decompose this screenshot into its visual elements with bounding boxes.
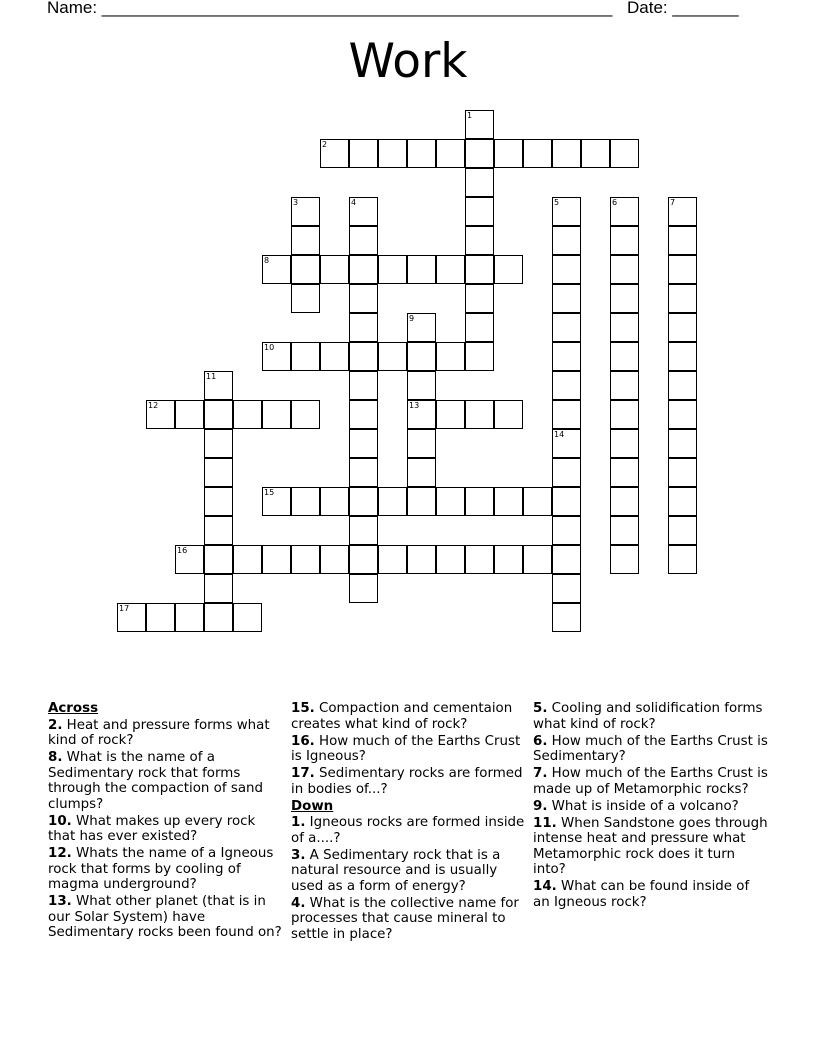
across-heading: Across xyxy=(48,701,99,716)
grid-cell[interactable] xyxy=(668,545,697,574)
clue-number: 7 xyxy=(670,198,676,207)
grid-cell[interactable] xyxy=(610,371,639,400)
grid-cell[interactable] xyxy=(262,400,291,429)
clue xyxy=(533,879,769,910)
grid-cell[interactable] xyxy=(291,226,320,255)
clue-text: What is the name of a Sedimentary rock that forms through the compaction of sand clumps? xyxy=(48,750,264,812)
clue-text: Compaction and cementaion creates what kind of rock? xyxy=(291,701,513,732)
grid-cell[interactable] xyxy=(465,139,494,168)
grid-cell[interactable] xyxy=(668,342,697,371)
clue-number: 12. xyxy=(48,846,72,861)
grid-cell[interactable] xyxy=(378,545,407,574)
grid-cell[interactable] xyxy=(407,545,436,574)
clue xyxy=(533,766,769,797)
grid-cell[interactable] xyxy=(378,255,407,284)
clue-number: 2. xyxy=(48,717,63,733)
clue-number: 10 xyxy=(264,343,275,352)
grid-cell[interactable] xyxy=(668,255,697,284)
grid-cell[interactable] xyxy=(465,284,494,313)
grid-cell[interactable] xyxy=(552,284,581,313)
clue-number: 16 xyxy=(177,546,188,555)
clue xyxy=(48,894,284,941)
clue-text: Igneous rocks are formed inside of a....? xyxy=(291,815,525,846)
grid-cell[interactable] xyxy=(465,226,494,255)
grid-cell[interactable] xyxy=(349,429,378,458)
grid-cell[interactable] xyxy=(349,284,378,313)
clue-number: 8 xyxy=(264,256,270,265)
clue xyxy=(533,799,769,815)
grid-cell[interactable] xyxy=(204,574,233,603)
grid-cell[interactable] xyxy=(291,342,320,371)
clue-number: 15 xyxy=(264,488,275,497)
clue-number: 5. xyxy=(533,701,548,716)
grid-cell[interactable] xyxy=(523,487,552,516)
grid-cell[interactable] xyxy=(581,139,610,168)
grid-cell[interactable] xyxy=(668,400,697,429)
clue-text: Whats the name of a Igneous rock that forms by cooling of magma underground? xyxy=(48,846,274,892)
clue-text: How much of the Earths Crust is made up of Metamorphic rocks? xyxy=(533,766,768,797)
grid-cell[interactable] xyxy=(349,342,378,371)
grid-cell[interactable] xyxy=(523,139,552,168)
clue-number: 17. xyxy=(291,766,315,781)
clue-number: 14 xyxy=(554,430,565,439)
clue-text: How much of the Earths Crust is Sedimentary? xyxy=(533,733,768,764)
grid-cell[interactable] xyxy=(610,313,639,342)
grid-cell[interactable] xyxy=(204,603,233,632)
grid-cell[interactable] xyxy=(349,400,378,429)
clue-text: What is inside of a volcano? xyxy=(551,798,739,814)
grid-cell[interactable] xyxy=(436,255,465,284)
down-heading: Down xyxy=(291,798,334,814)
grid-cell[interactable] xyxy=(204,458,233,487)
grid-cell[interactable] xyxy=(465,487,494,516)
clue-number: 4 xyxy=(351,198,357,207)
grid-cell[interactable] xyxy=(291,284,320,313)
clues-column-3 xyxy=(533,701,769,912)
grid-cell[interactable] xyxy=(523,545,552,574)
clue-text: How much of the Earths Crust is Igneous? xyxy=(291,733,521,764)
grid-cell[interactable] xyxy=(465,342,494,371)
grid-cell[interactable] xyxy=(349,139,378,168)
clue-number: 6 xyxy=(612,198,618,207)
grid-cell[interactable] xyxy=(407,487,436,516)
grid-cell[interactable] xyxy=(407,458,436,487)
grid-cell[interactable] xyxy=(552,226,581,255)
clue-number: 13. xyxy=(48,894,72,909)
clue-text: What other planet (that is in our Solar System) have Sedimentary rocks been found on? xyxy=(48,894,282,940)
grid-cell[interactable] xyxy=(668,313,697,342)
grid-cell[interactable] xyxy=(378,342,407,371)
grid-cell[interactable] xyxy=(552,574,581,603)
grid-cell[interactable] xyxy=(320,487,349,516)
clue-text: What can be found inside of an Igneous rock? xyxy=(533,879,750,910)
grid-cell[interactable] xyxy=(465,168,494,197)
clues-column-1 xyxy=(48,701,284,942)
grid-cell[interactable] xyxy=(349,255,378,284)
clue-text: What makes up every rock that has ever existed? xyxy=(48,813,256,844)
grid-cell[interactable] xyxy=(349,545,378,574)
clues-column-2 xyxy=(291,701,527,944)
clue-text: What is the collective name for processes that cause mineral to settle in place? xyxy=(291,895,519,942)
grid-cell[interactable] xyxy=(204,487,233,516)
grid-cell[interactable] xyxy=(291,255,320,284)
clue-number: 16. xyxy=(291,733,315,749)
grid-cell[interactable] xyxy=(494,400,523,429)
grid-cell[interactable] xyxy=(204,516,233,545)
grid-cell[interactable] xyxy=(436,139,465,168)
grid-cell[interactable] xyxy=(233,603,262,632)
grid-cell[interactable] xyxy=(552,313,581,342)
clue-number: 7. xyxy=(533,766,548,781)
grid-cell[interactable] xyxy=(494,545,523,574)
grid-cell[interactable] xyxy=(668,487,697,516)
clue-number: 12 xyxy=(148,401,159,410)
clue xyxy=(48,814,284,845)
grid-cell[interactable] xyxy=(552,371,581,400)
clue xyxy=(533,701,769,732)
clue xyxy=(48,846,284,893)
grid-cell[interactable] xyxy=(610,458,639,487)
clue xyxy=(533,816,769,878)
grid-cell[interactable] xyxy=(204,400,233,429)
grid-cell[interactable] xyxy=(436,342,465,371)
grid-cell[interactable] xyxy=(465,545,494,574)
grid-cell[interactable] xyxy=(610,400,639,429)
page-title: Work xyxy=(348,34,468,89)
grid-cell[interactable] xyxy=(320,342,349,371)
clue xyxy=(291,734,527,765)
grid-cell[interactable] xyxy=(378,139,407,168)
grid-cell[interactable] xyxy=(552,255,581,284)
clue-number: 3 xyxy=(293,198,299,207)
grid-cell[interactable] xyxy=(204,545,233,574)
grid-cell[interactable] xyxy=(436,487,465,516)
clue xyxy=(291,848,527,895)
grid-cell[interactable] xyxy=(233,400,262,429)
grid-cell[interactable] xyxy=(291,545,320,574)
grid-cell[interactable] xyxy=(465,197,494,226)
clue xyxy=(291,766,527,797)
grid-cell[interactable] xyxy=(668,371,697,400)
clue-number: 13 xyxy=(409,401,420,410)
grid-cell[interactable] xyxy=(349,226,378,255)
grid-cell[interactable] xyxy=(349,371,378,400)
clue-number: 4. xyxy=(291,895,306,911)
grid-cell[interactable] xyxy=(349,313,378,342)
clue-text: A Sedimentary rock that is a natural resource and is usually used as a form of energy? xyxy=(291,847,501,894)
grid-cell[interactable] xyxy=(291,487,320,516)
clue-number: 6. xyxy=(533,733,548,749)
grid-cell[interactable] xyxy=(668,458,697,487)
clue-number: 10. xyxy=(48,813,72,829)
clue-number: 3. xyxy=(291,847,306,863)
grid-cell[interactable] xyxy=(552,458,581,487)
clue-number: 11. xyxy=(533,815,557,831)
grid-cell[interactable] xyxy=(175,603,204,632)
grid-cell[interactable] xyxy=(407,255,436,284)
grid-cell[interactable] xyxy=(436,400,465,429)
clue-number: 9 xyxy=(409,314,415,323)
clue xyxy=(291,815,527,846)
grid-cell[interactable] xyxy=(668,284,697,313)
clue-text: Sedimentary rocks are formed in bodies of...? xyxy=(291,766,523,797)
clue xyxy=(48,718,284,749)
name-label: Name: ______________________________________________________ xyxy=(47,0,613,17)
grid-cell[interactable] xyxy=(668,226,697,255)
grid-cell[interactable] xyxy=(407,429,436,458)
grid-cell[interactable] xyxy=(407,371,436,400)
clue-number: 17 xyxy=(119,604,130,613)
date-label: Date: _______ xyxy=(627,0,739,17)
grid-cell[interactable] xyxy=(465,400,494,429)
clue-text: Heat and pressure forms what kind of rock? xyxy=(48,717,270,748)
grid-cell[interactable] xyxy=(465,313,494,342)
grid-cell[interactable] xyxy=(552,342,581,371)
clue-number: 11 xyxy=(206,372,217,381)
grid-cell[interactable] xyxy=(233,545,262,574)
grid-cell[interactable] xyxy=(610,516,639,545)
grid-cell[interactable] xyxy=(610,342,639,371)
grid-cell[interactable] xyxy=(494,487,523,516)
grid-cell[interactable] xyxy=(610,284,639,313)
grid-cell[interactable] xyxy=(494,255,523,284)
grid-cell[interactable] xyxy=(610,139,639,168)
grid-cell[interactable] xyxy=(552,603,581,632)
clue-number: 9. xyxy=(533,798,548,814)
grid-cell[interactable] xyxy=(349,487,378,516)
clue xyxy=(291,896,527,943)
grid-cell[interactable] xyxy=(320,545,349,574)
grid-cell[interactable] xyxy=(668,516,697,545)
grid-cell[interactable] xyxy=(349,574,378,603)
grid-cell[interactable] xyxy=(494,139,523,168)
grid-cell[interactable] xyxy=(610,545,639,574)
clue xyxy=(291,701,527,732)
grid-cell[interactable] xyxy=(610,255,639,284)
grid-cell[interactable] xyxy=(465,255,494,284)
clue-number: 8. xyxy=(48,750,63,765)
grid-cell[interactable] xyxy=(320,255,349,284)
clue-number: 5 xyxy=(554,198,560,207)
grid-cell[interactable] xyxy=(407,139,436,168)
grid-cell[interactable] xyxy=(552,516,581,545)
clue xyxy=(533,734,769,765)
grid-cell[interactable] xyxy=(349,458,378,487)
clue-number: 15. xyxy=(291,701,315,716)
grid-cell[interactable] xyxy=(291,400,320,429)
grid-cell[interactable] xyxy=(552,400,581,429)
grid-cell[interactable] xyxy=(204,429,233,458)
grid-cell[interactable] xyxy=(552,139,581,168)
grid-cell[interactable] xyxy=(668,429,697,458)
grid-cell[interactable] xyxy=(262,545,291,574)
grid-cell[interactable] xyxy=(436,545,465,574)
clue-number: 14. xyxy=(533,879,557,894)
grid-cell[interactable] xyxy=(610,487,639,516)
grid-cell[interactable] xyxy=(552,545,581,574)
clue-number: 1 xyxy=(467,111,473,120)
clue-number: 1. xyxy=(291,815,306,830)
grid-cell[interactable] xyxy=(407,342,436,371)
grid-cell[interactable] xyxy=(146,603,175,632)
clue-number: 2 xyxy=(322,140,328,149)
grid-cell[interactable] xyxy=(610,429,639,458)
grid-cell[interactable] xyxy=(378,487,407,516)
clue-text: Cooling and solidification forms what kind of rock? xyxy=(533,701,763,732)
clue-text: When Sandstone goes through intense heat and pressure what Metamorphic rock does it turn into? xyxy=(533,815,768,877)
grid-cell[interactable] xyxy=(349,516,378,545)
grid-cell[interactable] xyxy=(175,400,204,429)
grid-cell[interactable] xyxy=(610,226,639,255)
grid-cell[interactable] xyxy=(552,487,581,516)
clue xyxy=(48,750,284,812)
